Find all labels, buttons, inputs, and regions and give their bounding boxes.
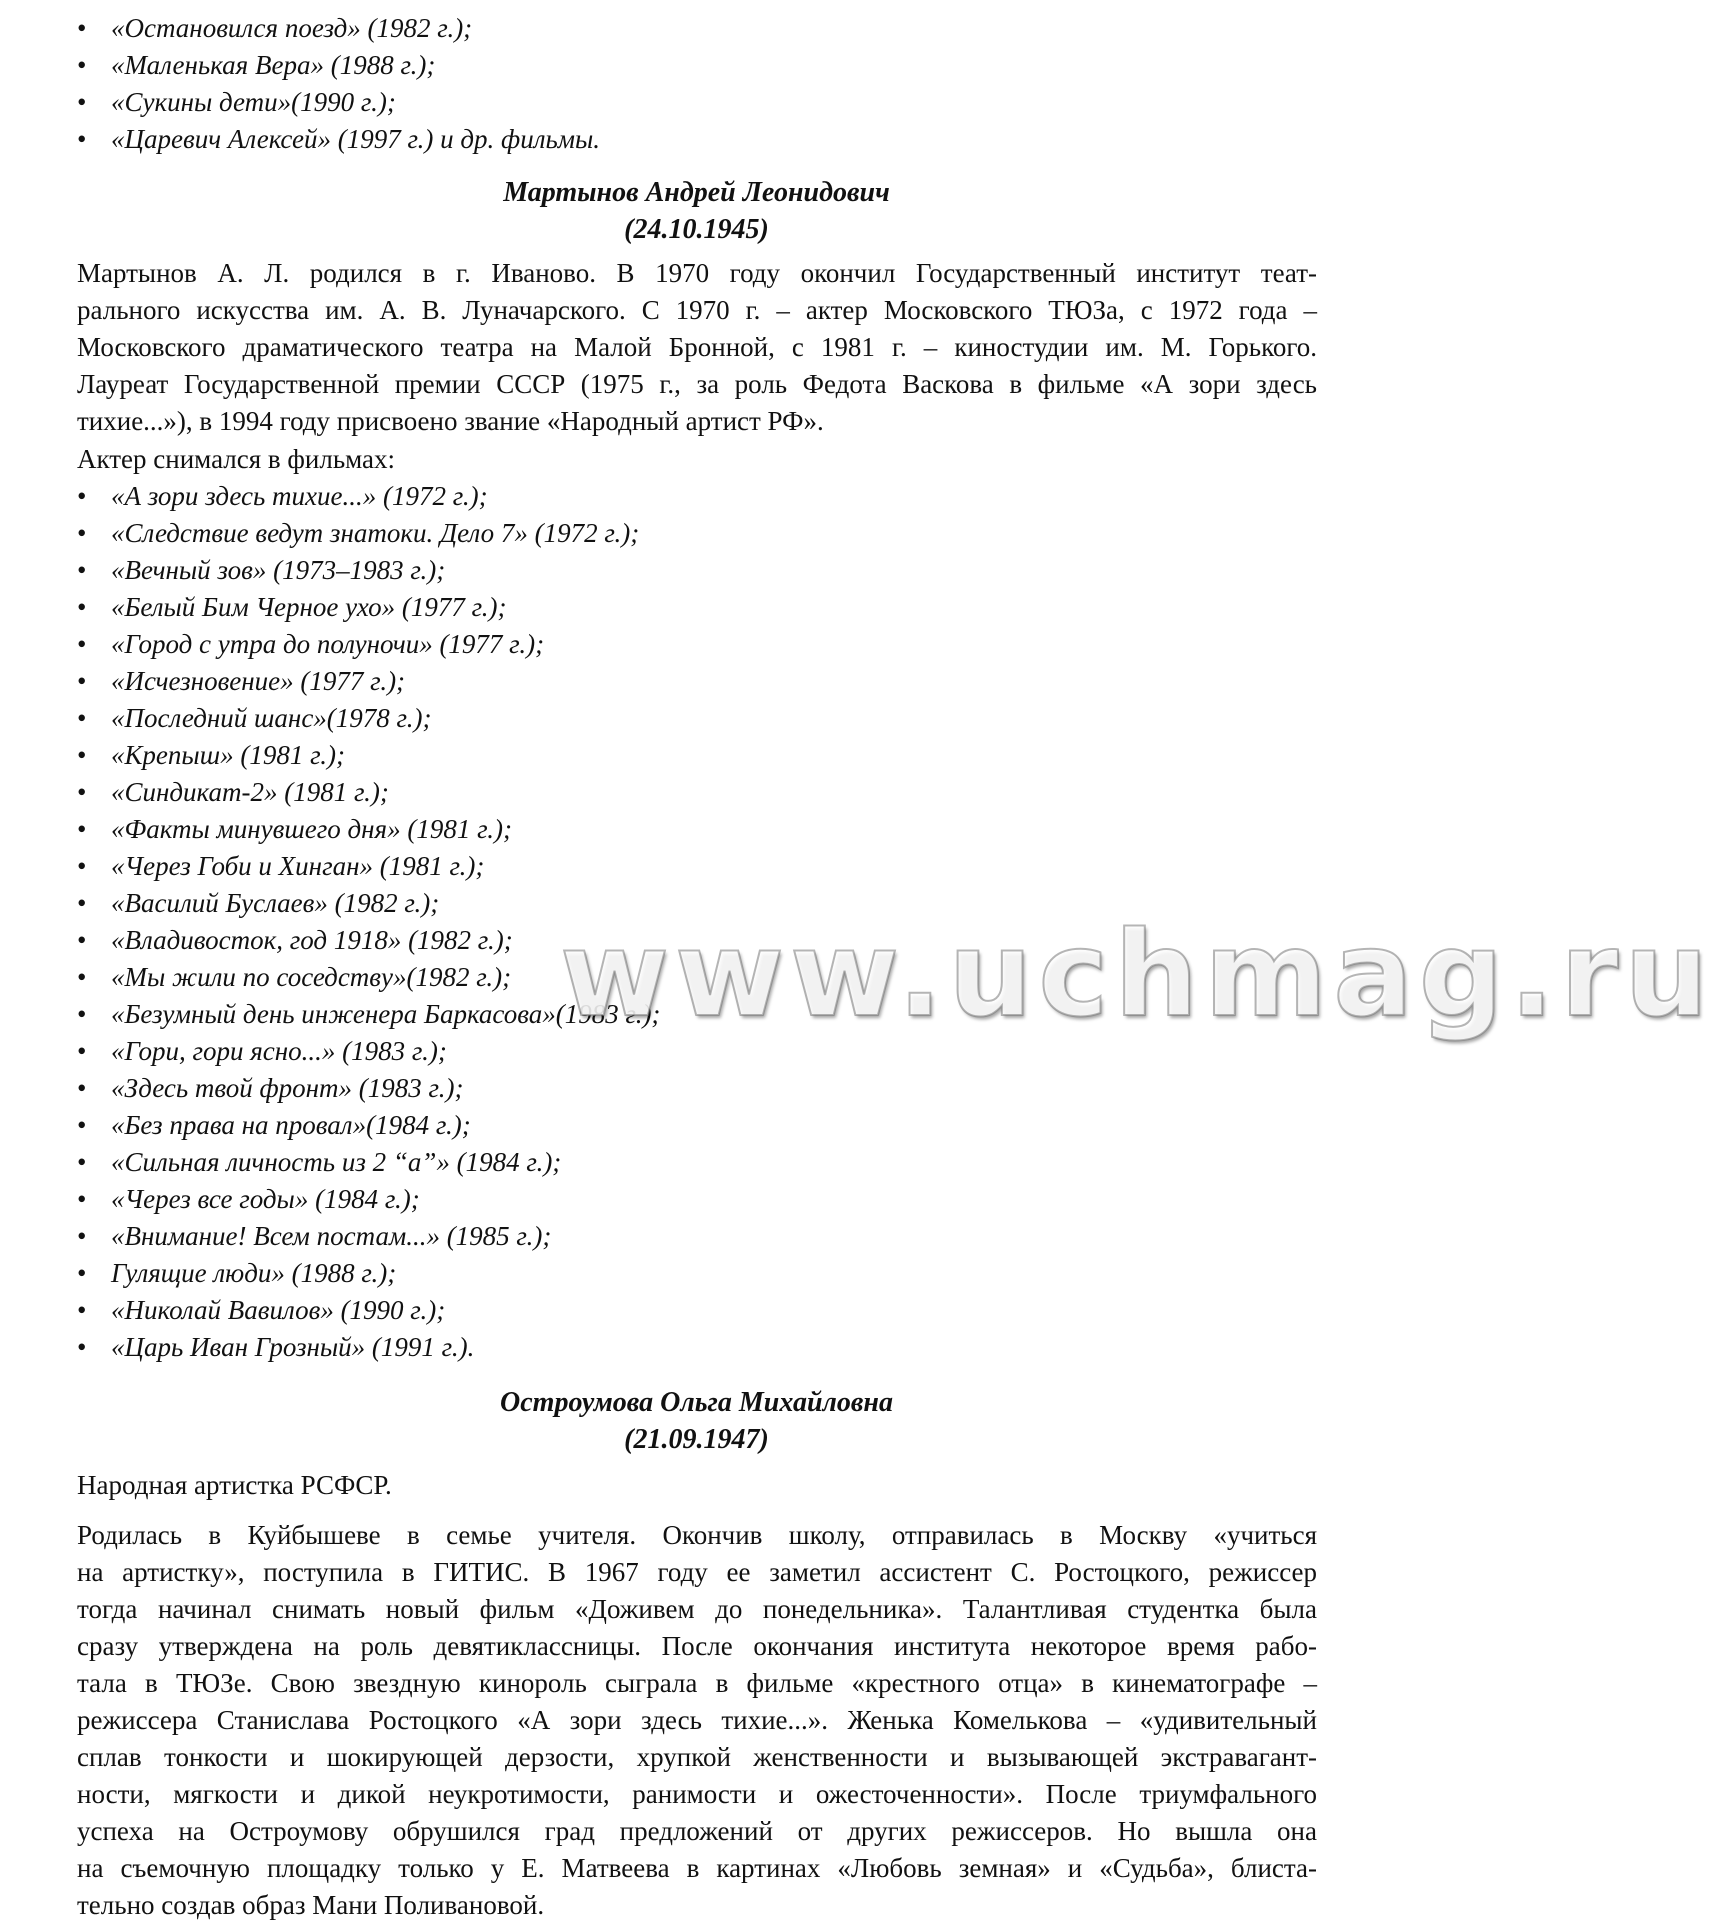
ostroumova-dates: (21.09.1947) bbox=[624, 1424, 769, 1455]
martynov-bio bbox=[77, 255, 1317, 440]
list-item: • «Царевич Алексей» (1997 г.) и др. фильмы. bbox=[77, 121, 600, 158]
list-item: • «Следствие ведут знатоки. Дело 7» (1972 г.); bbox=[77, 515, 660, 552]
bio-line: Лауреат Государственной премии СССР (1975 г., за роль Федота Васкова в фильме «А зори здесь bbox=[77, 369, 1317, 399]
bio-line: на съемочную площадку только у Е. Матвеева в картинах «Любовь земная» и «Судьба», блиста- bbox=[77, 1853, 1317, 1883]
bio-line: успеха на Остроумову обрушился град предложений от других режиссеров. Но вышла она bbox=[77, 1816, 1317, 1846]
bio-line: режиссера Станислава Ростоцкого «А зори здесь тихие...». Женька Комелькова – «удивительный bbox=[77, 1705, 1317, 1735]
martynov-name: Мартынов Андрей Леонидович bbox=[503, 177, 890, 208]
list-item: • «Исчезновение» (1977 г.); bbox=[77, 663, 660, 700]
list-item: • «Остановился поезд» (1982 г.); bbox=[77, 10, 600, 47]
bio-line: сразу утверждена на роль девятиклассницы. После окончания института некоторое время рабо- bbox=[77, 1631, 1317, 1661]
martynov-dates: (24.10.1945) bbox=[624, 214, 769, 245]
list-item: • «Крепыш» (1981 г.); bbox=[77, 737, 660, 774]
bio-line: тихие...»), в 1994 году присвоено звание «Народный артист РФ». bbox=[77, 406, 824, 436]
martynov-film-list bbox=[77, 478, 660, 1366]
ostroumova-name: Остроумова Ольга Михайловна bbox=[500, 1387, 893, 1418]
list-item: • Гулящие люди» (1988 г.); bbox=[77, 1255, 660, 1292]
list-item: • «Безумный день инженера Баркасова»(1983 г.); bbox=[77, 996, 660, 1033]
bio-line: ности, мягкости и дикой неукротимости, ранимости и ожесточенности». После триумфального bbox=[77, 1779, 1317, 1809]
list-item: • «Факты минувшего дня» (1981 г.); bbox=[77, 811, 660, 848]
bio-line: тогда начинал снимать новый фильм «Доживем до понедельника». Талантливая студентка была bbox=[77, 1594, 1317, 1624]
ostroumova-heading bbox=[0, 1384, 1393, 1458]
list-item: • «Гори, гори ясно...» (1983 г.); bbox=[77, 1033, 660, 1070]
list-item: • «Синдикат-2» (1981 г.); bbox=[77, 774, 660, 811]
list-item: • «Здесь твой фронт» (1983 г.); bbox=[77, 1070, 660, 1107]
list-item: • «Город с утра до полуночи» (1977 г.); bbox=[77, 626, 660, 663]
list-item: • «Сильная личность из 2 “а”» (1984 г.); bbox=[77, 1144, 660, 1181]
list-item: • «Через все годы» (1984 г.); bbox=[77, 1181, 660, 1218]
list-item: • «Без права на провал»(1984 г.); bbox=[77, 1107, 660, 1144]
bio-line: рального искусства им. А. В. Луначарского. С 1970 г. – актер Московского ТЮЗа, с 1972 года – bbox=[77, 295, 1317, 325]
list-item: • «Вечный зов» (1973–1983 г.); bbox=[77, 552, 660, 589]
ostroumova-title: Народная артистка РСФСР. bbox=[77, 1470, 392, 1500]
list-item: • «Белый Бим Черное ухо» (1977 г.); bbox=[77, 589, 660, 626]
ostroumova-bio bbox=[77, 1517, 1317, 1924]
films-intro: Актер снимался в фильмах: bbox=[77, 444, 396, 474]
top-film-list bbox=[77, 10, 600, 158]
bio-line: сплав тонкости и шокирующей дерзости, хрупкой женственности и вызывающей экстравагант- bbox=[77, 1742, 1317, 1772]
list-item: • «Через Гоби и Хинган» (1981 г.); bbox=[77, 848, 660, 885]
list-item: • «Последний шанс»(1978 г.); bbox=[77, 700, 660, 737]
bio-line: тельно создав образ Мани Поливановой. bbox=[77, 1890, 545, 1920]
watermark: www.uchmag.ru bbox=[560, 905, 1714, 1043]
list-item: • «Внимание! Всем постам...» (1985 г.); bbox=[77, 1218, 660, 1255]
bio-line: тала в ТЮЗе. Свою звездную кинороль сыграла в фильме «крестного отца» в кинематографе – bbox=[77, 1668, 1317, 1698]
martynov-heading bbox=[0, 174, 1393, 248]
list-item: • «Сукины дети»(1990 г.); bbox=[77, 84, 600, 121]
bio-line: Мартынов А. Л. родился в г. Иваново. В 1970 году окончил Государственный институт теат- bbox=[77, 258, 1317, 288]
list-item: • «А зори здесь тихие...» (1972 г.); bbox=[77, 478, 660, 515]
list-item: • «Владивосток, год 1918» (1982 г.); bbox=[77, 922, 660, 959]
list-item: • «Николай Вавилов» (1990 г.); bbox=[77, 1292, 660, 1329]
list-item: • «Василий Буслаев» (1982 г.); bbox=[77, 885, 660, 922]
list-item: • «Маленькая Вера» (1988 г.); bbox=[77, 47, 600, 84]
list-item: • «Мы жили по соседству»(1982 г.); bbox=[77, 959, 660, 996]
bio-line: на артистку», поступила в ГИТИС. В 1967 году ее заметил ассистент С. Ростоцкого, режиссер bbox=[77, 1557, 1317, 1587]
bio-line: Московского драматического театра на Малой Бронной, с 1981 г. – киностудии им. М. Горького. bbox=[77, 332, 1317, 362]
bio-line: Родилась в Куйбышеве в семье учителя. Окончив школу, отправилась в Москву «учиться bbox=[77, 1520, 1317, 1550]
list-item: • «Царь Иван Грозный» (1991 г.). bbox=[77, 1329, 660, 1366]
